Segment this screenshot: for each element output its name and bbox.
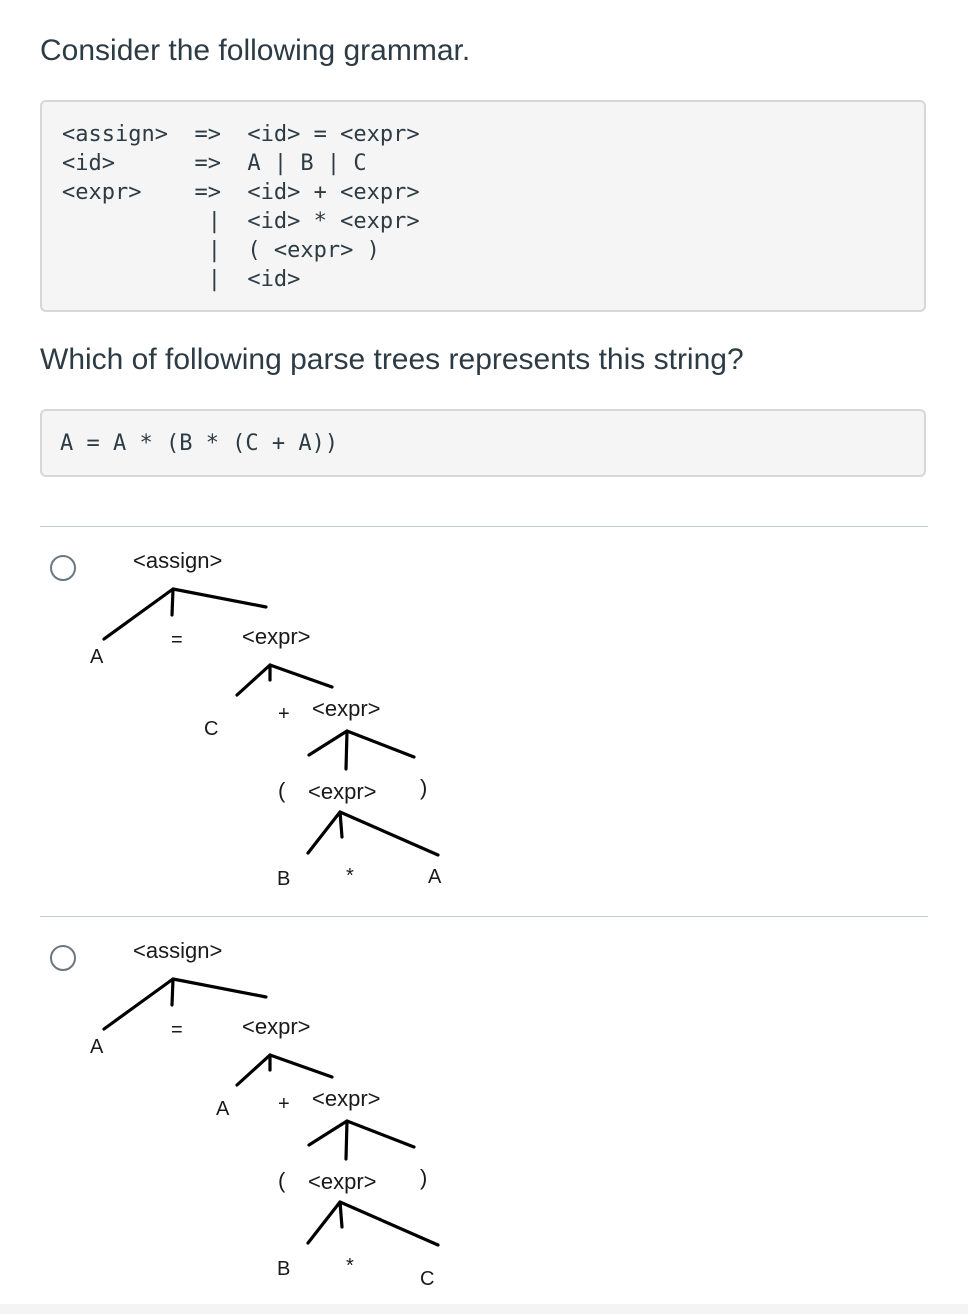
grammar-line: <id> => A | B | C (62, 151, 367, 176)
tree-leaf-eq: = (171, 1019, 183, 1041)
tree-edge (237, 665, 332, 695)
tree-leaf-rparen: ) (420, 775, 428, 800)
tree-node-assign: <assign> (133, 938, 223, 963)
grammar-line: | <id> (62, 267, 301, 292)
tree-edge (308, 812, 438, 855)
tree-leaf-lhs: A (90, 1036, 104, 1058)
tree-node-expr: <expr> (308, 779, 377, 804)
tree-edge (309, 731, 414, 769)
option-1-parse-tree (70, 535, 490, 895)
tree-leaf-id: A (428, 866, 442, 888)
target-string-box (40, 409, 926, 477)
tree-leaf-lhs: A (90, 646, 104, 668)
intro-text: Consider the following grammar. (40, 34, 471, 67)
tree-leaf-rparen: ) (420, 1165, 428, 1190)
tree-node-expr: <expr> (312, 696, 381, 721)
tree-leaf-op: + (278, 1093, 290, 1115)
tree-leaf-id: A (216, 1098, 230, 1120)
tree-leaf-op: + (278, 703, 290, 725)
grammar-line: | ( <expr> ) (62, 238, 380, 263)
grammar-line: <assign> => <id> = <expr> (62, 122, 420, 147)
tree-leaf-id: B (277, 1258, 291, 1280)
grammar-box (40, 100, 926, 312)
tree-node-expr: <expr> (312, 1086, 381, 1111)
option-divider (40, 916, 928, 917)
tree-leaf-id: C (420, 1268, 435, 1290)
tree-leaf-op: * (346, 865, 354, 887)
target-string: A = A * (B * (C + A)) (60, 431, 339, 456)
tree-node-expr: <expr> (242, 1014, 311, 1039)
question-prompt: Which of following parse trees represents this string? (40, 343, 744, 376)
tree-leaf-lparen: ( (278, 778, 286, 803)
tree-leaf-id: B (277, 868, 291, 890)
tree-leaf-lparen: ( (278, 1168, 286, 1193)
tree-edge (237, 1055, 332, 1085)
grammar-line: <expr> => <id> + <expr> (62, 180, 420, 205)
tree-edge (308, 1202, 438, 1245)
tree-leaf-id: C (204, 718, 219, 740)
tree-node-expr: <expr> (242, 624, 311, 649)
option-2-parse-tree (70, 925, 490, 1290)
tree-leaf-op: * (346, 1255, 354, 1277)
tree-leaf-eq: = (171, 629, 183, 651)
tree-node-assign: <assign> (133, 548, 223, 573)
grammar-line: | <id> * <expr> (62, 209, 420, 234)
tree-node-expr: <expr> (308, 1169, 377, 1194)
tree-edge (309, 1121, 414, 1159)
option-divider (40, 526, 928, 527)
page-bottom-edge (0, 1304, 968, 1314)
